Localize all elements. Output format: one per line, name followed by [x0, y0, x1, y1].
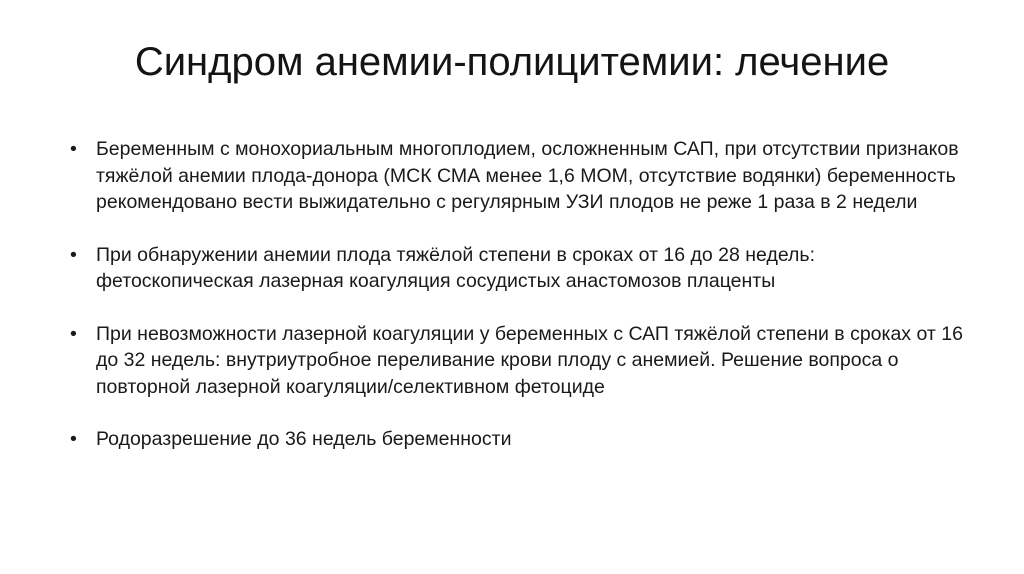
bullet-item-1 [68, 136, 968, 216]
bullet-item-4 [68, 426, 968, 453]
bullet-text: Родоразрешение до 36 недель беременности [96, 428, 512, 450]
bullet-item-2 [68, 242, 968, 295]
bullet-item-3 [68, 321, 968, 401]
bullet-dot-icon: • [70, 322, 77, 345]
bullet-dot-icon: • [70, 243, 77, 266]
slide-title: Синдром анемии-полицитемии: лечение [134, 40, 890, 84]
bullet-text: Беременным с монохориальным многоплодием, осложненным САП, при отсутствии признаков тяжёлой анемии плода-донора (МСК СМА менее 1,6 МОМ, отсутствие водянки) беременность рекомендовано вести выжидательно с регулярным УЗИ плодов не реже 1 раза в 2 недели [96, 138, 959, 213]
bullet-dot-icon: • [70, 428, 77, 450]
bullet-text: При невозможности лазерной коагуляции у беременных с САП тяжёлой степени в сроках от 16 до 32 недель: внутриутробное переливание крови плоду с анемией. Решение вопроса о повторной лазерной коагуляции/селективном фетоциде [96, 322, 963, 398]
bullet-dot-icon: • [70, 138, 77, 160]
bullet-list [68, 136, 968, 453]
bullet-text: При обнаружении анемии плода тяжёлой степени в сроках от 16 до 28 недель: фетоскопическая лазерная коагуляция сосудистых анастомозов плаценты [96, 243, 815, 292]
